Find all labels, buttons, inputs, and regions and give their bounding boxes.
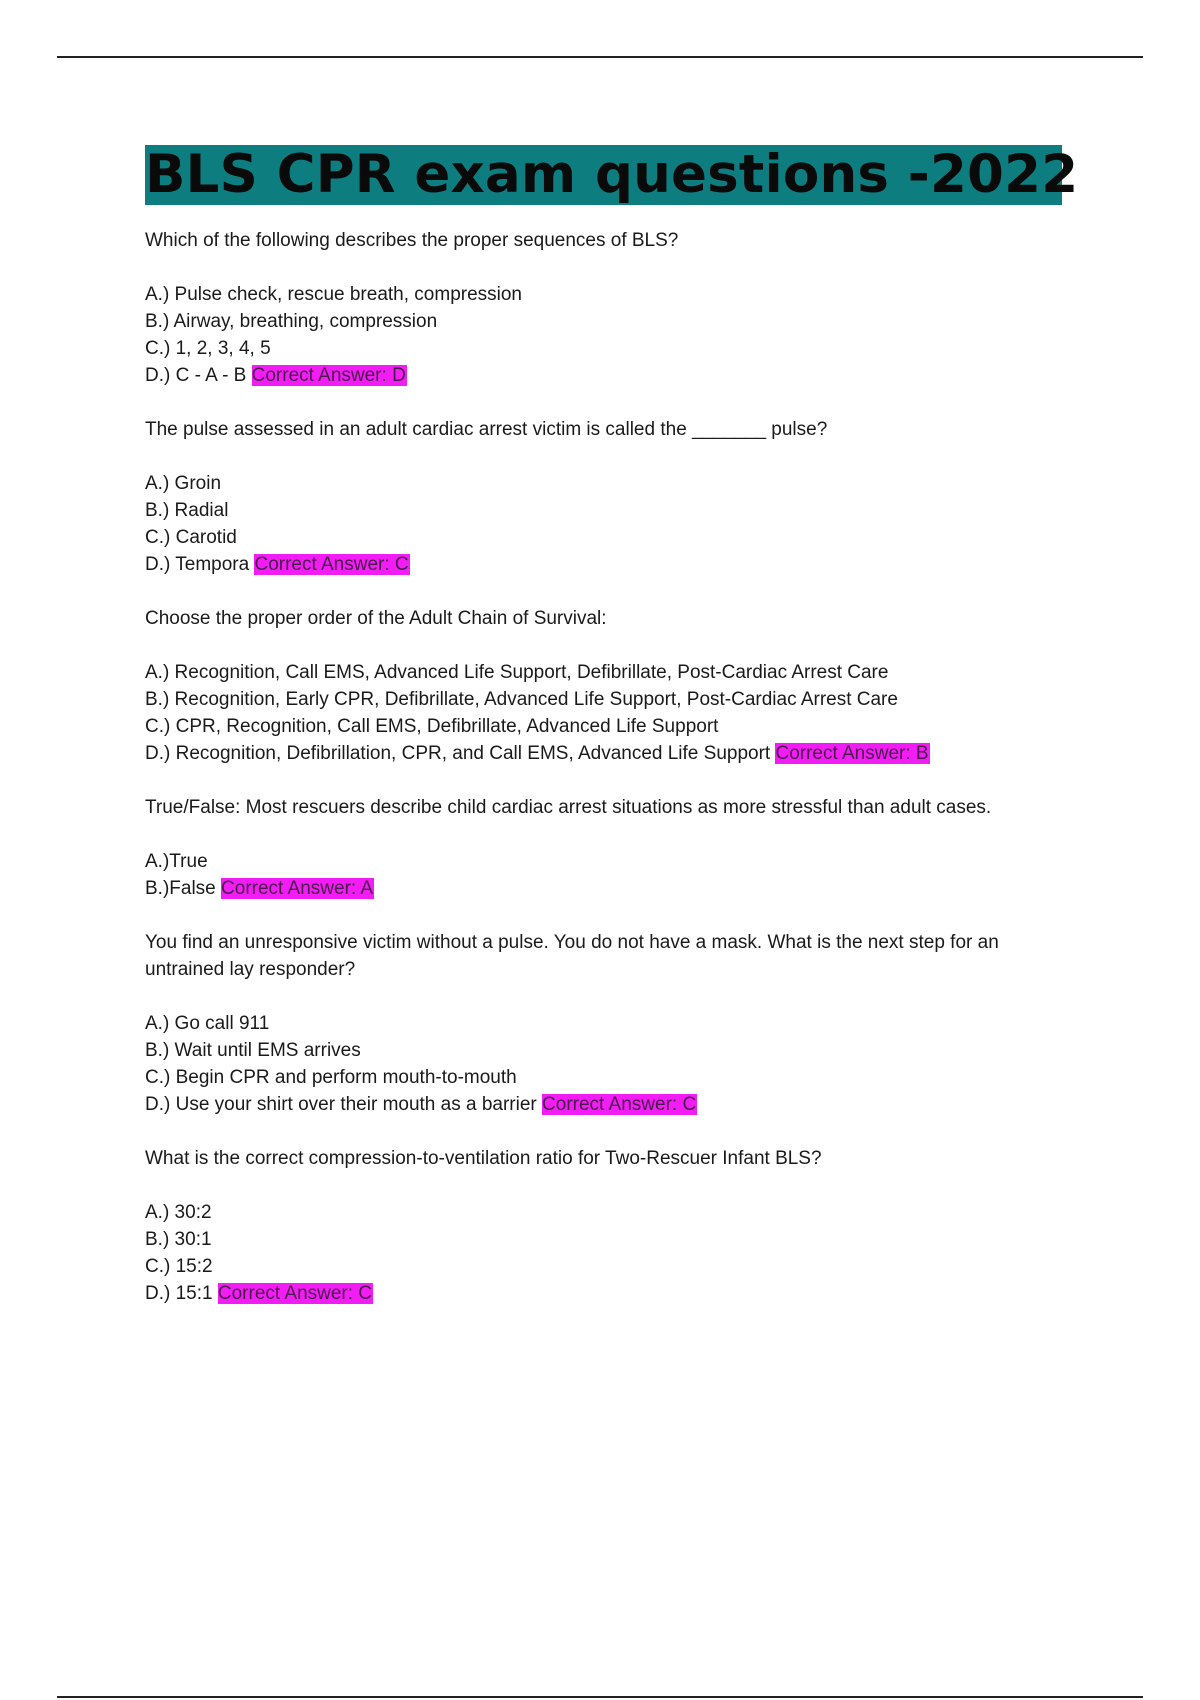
option-a: A.) Recognition, Call EMS, Advanced Life Support, Defibrillate, Post-Cardiac Arrest Care [145, 662, 889, 683]
option-b: B.) Wait until EMS arrives [145, 1040, 361, 1061]
question-prompt: Choose the proper order of the Adult Chain of Survival: [145, 608, 607, 629]
option-list [145, 281, 1065, 389]
document-title: BLS CPR exam questions -2022 [145, 144, 1079, 205]
question-prompt: Which of the following describes the proper sequences of BLS? [145, 230, 679, 251]
correct-answer-highlight: Correct Answer: C [217, 1283, 373, 1304]
question-2 [145, 416, 1065, 578]
option-text: D.) C - A - B [145, 365, 247, 386]
question-list [145, 227, 1065, 1307]
option-b: B.) Radial [145, 500, 229, 521]
option-list [145, 659, 1065, 767]
option-d [145, 1280, 1065, 1307]
question-3 [145, 605, 1065, 767]
option-text: D.) 15:1 [145, 1283, 213, 1304]
option-text: D.) Tempora [145, 554, 250, 575]
option-b: B.) 30:1 [145, 1229, 212, 1250]
option-d [145, 362, 1065, 389]
question-6 [145, 1145, 1065, 1307]
option-list [145, 470, 1065, 578]
option-b: B.) Recognition, Early CPR, Defibrillate, Advanced Life Support, Post-Cardiac Arrest Care [145, 689, 898, 710]
option-a: A.) 30:2 [145, 1202, 212, 1223]
option-c: C.) Begin CPR and perform mouth-to-mouth [145, 1067, 517, 1088]
option-c: C.) Carotid [145, 527, 237, 548]
top-rule [57, 56, 1143, 58]
option-d [145, 1091, 1065, 1118]
option-a: A.) Groin [145, 473, 222, 494]
option-d [145, 740, 1065, 767]
option-c: C.) CPR, Recognition, Call EMS, Defibrillate, Advanced Life Support [145, 716, 719, 737]
question-prompt: True/False: Most rescuers describe child cardiac arrest situations as more stressful than adult cases. [145, 797, 992, 818]
option-c: C.) 1, 2, 3, 4, 5 [145, 338, 271, 359]
question-1 [145, 227, 1065, 389]
question-prompt: You find an unresponsive victim without a pulse. You do not have a mask. What is the next step for an untrained lay responder? [145, 932, 999, 980]
option-b [145, 875, 1065, 902]
option-a: A.) Pulse check, rescue breath, compression [145, 284, 523, 305]
option-c: C.) 15:2 [145, 1256, 213, 1277]
option-list [145, 1010, 1065, 1118]
correct-answer-highlight: Correct Answer: B [775, 743, 929, 764]
question-prompt: What is the correct compression-to-ventilation ratio for Two-Rescuer Infant BLS? [145, 1148, 822, 1169]
option-list [145, 848, 1065, 902]
correct-answer-highlight: Correct Answer: D [251, 365, 406, 386]
question-4 [145, 794, 1065, 902]
option-list [145, 1199, 1065, 1307]
option-b: B.) Airway, breathing, compression [145, 311, 438, 332]
option-text: D.) Recognition, Defibrillation, CPR, and Call EMS, Advanced Life Support [145, 743, 771, 764]
question-5 [145, 929, 1065, 1118]
question-prompt: The pulse assessed in an adult cardiac arrest victim is called the _______ pulse? [145, 419, 828, 440]
correct-answer-highlight: Correct Answer: C [254, 554, 409, 575]
option-a: A.)True [145, 851, 208, 872]
correct-answer-highlight: Correct Answer: A [221, 878, 374, 899]
bottom-rule [57, 1696, 1143, 1698]
option-d [145, 551, 1065, 578]
option-a: A.) Go call 911 [145, 1013, 270, 1034]
document-page [145, 144, 1079, 1334]
option-text: B.)False [145, 878, 216, 899]
correct-answer-highlight: Correct Answer: C [542, 1094, 697, 1115]
option-text: D.) Use your shirt over their mouth as a barrier [145, 1094, 537, 1115]
